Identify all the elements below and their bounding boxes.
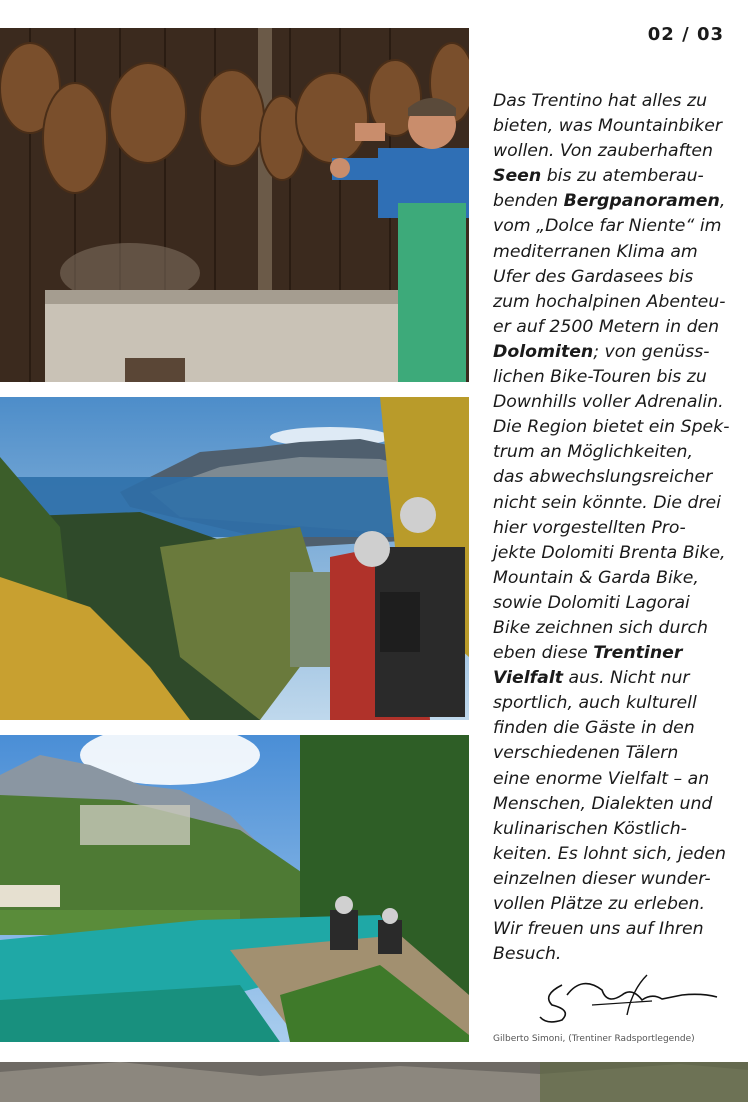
page-number: 02 / 03 [647, 24, 724, 45]
article-text: keiten. Es lohnt sich, jeden [493, 843, 726, 864]
article-text: jekte Dolomiti Brenta Bike, [493, 542, 726, 563]
article-text: eben diese [493, 643, 594, 664]
article-text: lichen Bike-Touren bis zu [493, 367, 707, 388]
article-text: Menschen, Dialekten und [493, 793, 713, 814]
article-text: Das Trentino hat alles zu [493, 91, 708, 111]
article-text: ; von genüss- [593, 341, 710, 362]
article-text: sportlich, auch kulturell [493, 693, 697, 714]
photo-bottom-strip [0, 1062, 748, 1102]
article-text: das abwechslungsreicher [493, 467, 713, 488]
article-highlight: Dolomiten [493, 341, 594, 362]
article-text: mediterranen Klima am [493, 241, 698, 262]
article-text: , [719, 191, 726, 212]
article-highlight: Trentiner [593, 643, 683, 664]
article-text: trum an Möglichkeiten, [493, 442, 694, 463]
article-text: zum hochalpinen Abenteu- [493, 291, 726, 312]
article-text: vollen Plätze zu erleben. [493, 894, 705, 914]
article-text: hier vorgestellten Pro- [493, 517, 686, 538]
photo-river-bikers [0, 735, 469, 1042]
signature [532, 965, 722, 1025]
article-text: bis zu atemberau- [541, 166, 704, 187]
article-text: Wir freuen uns auf Ihren [493, 919, 704, 940]
photo-ham-curing [0, 28, 469, 382]
article-text: eine enorme Vielfalt – an [493, 768, 710, 789]
article-highlight: Vielfalt [493, 668, 564, 689]
article-text: einzelnen dieser wunder- [493, 868, 711, 889]
article-text: aus. Nicht nur [563, 668, 690, 689]
article-highlight: Bergpanoramen [563, 191, 720, 212]
article-text: Mountain & Garda Bike, [493, 567, 699, 588]
article-text: verschiedenen Tälern [493, 743, 679, 764]
article-text: er auf 2500 Metern in den [493, 316, 720, 337]
article-text: sowie Dolomiti Lagorai [493, 592, 690, 613]
article-text: bieten, was Mountainbiker [493, 116, 722, 137]
article-text: Besuch. [493, 944, 562, 965]
article-text: nicht sein könnte. Die drei [493, 492, 721, 513]
article-body [493, 89, 743, 967]
article-text: Die Region bietet ein Spek- [493, 417, 730, 438]
article-text: finden die Gäste in den [493, 718, 695, 739]
article-text: wollen. Von zauberhaften [493, 141, 714, 162]
article-text: kulinarischen Köstlich- [493, 818, 687, 839]
signature-caption: Gilberto Simoni, (Trentiner Radsportlegende) [493, 1034, 695, 1044]
article-text: benden [493, 191, 564, 212]
article-text: Bike zeichnen sich durch [493, 617, 709, 638]
photo-lake-garda-bikers [0, 397, 469, 720]
article-text: Ufer des Gardasees bis [493, 266, 694, 287]
article-text: Downhills voller Adrenalin. [493, 392, 724, 413]
article-text: vom „Dolce far Niente“ im [493, 216, 722, 237]
article-highlight: Seen [493, 166, 542, 187]
